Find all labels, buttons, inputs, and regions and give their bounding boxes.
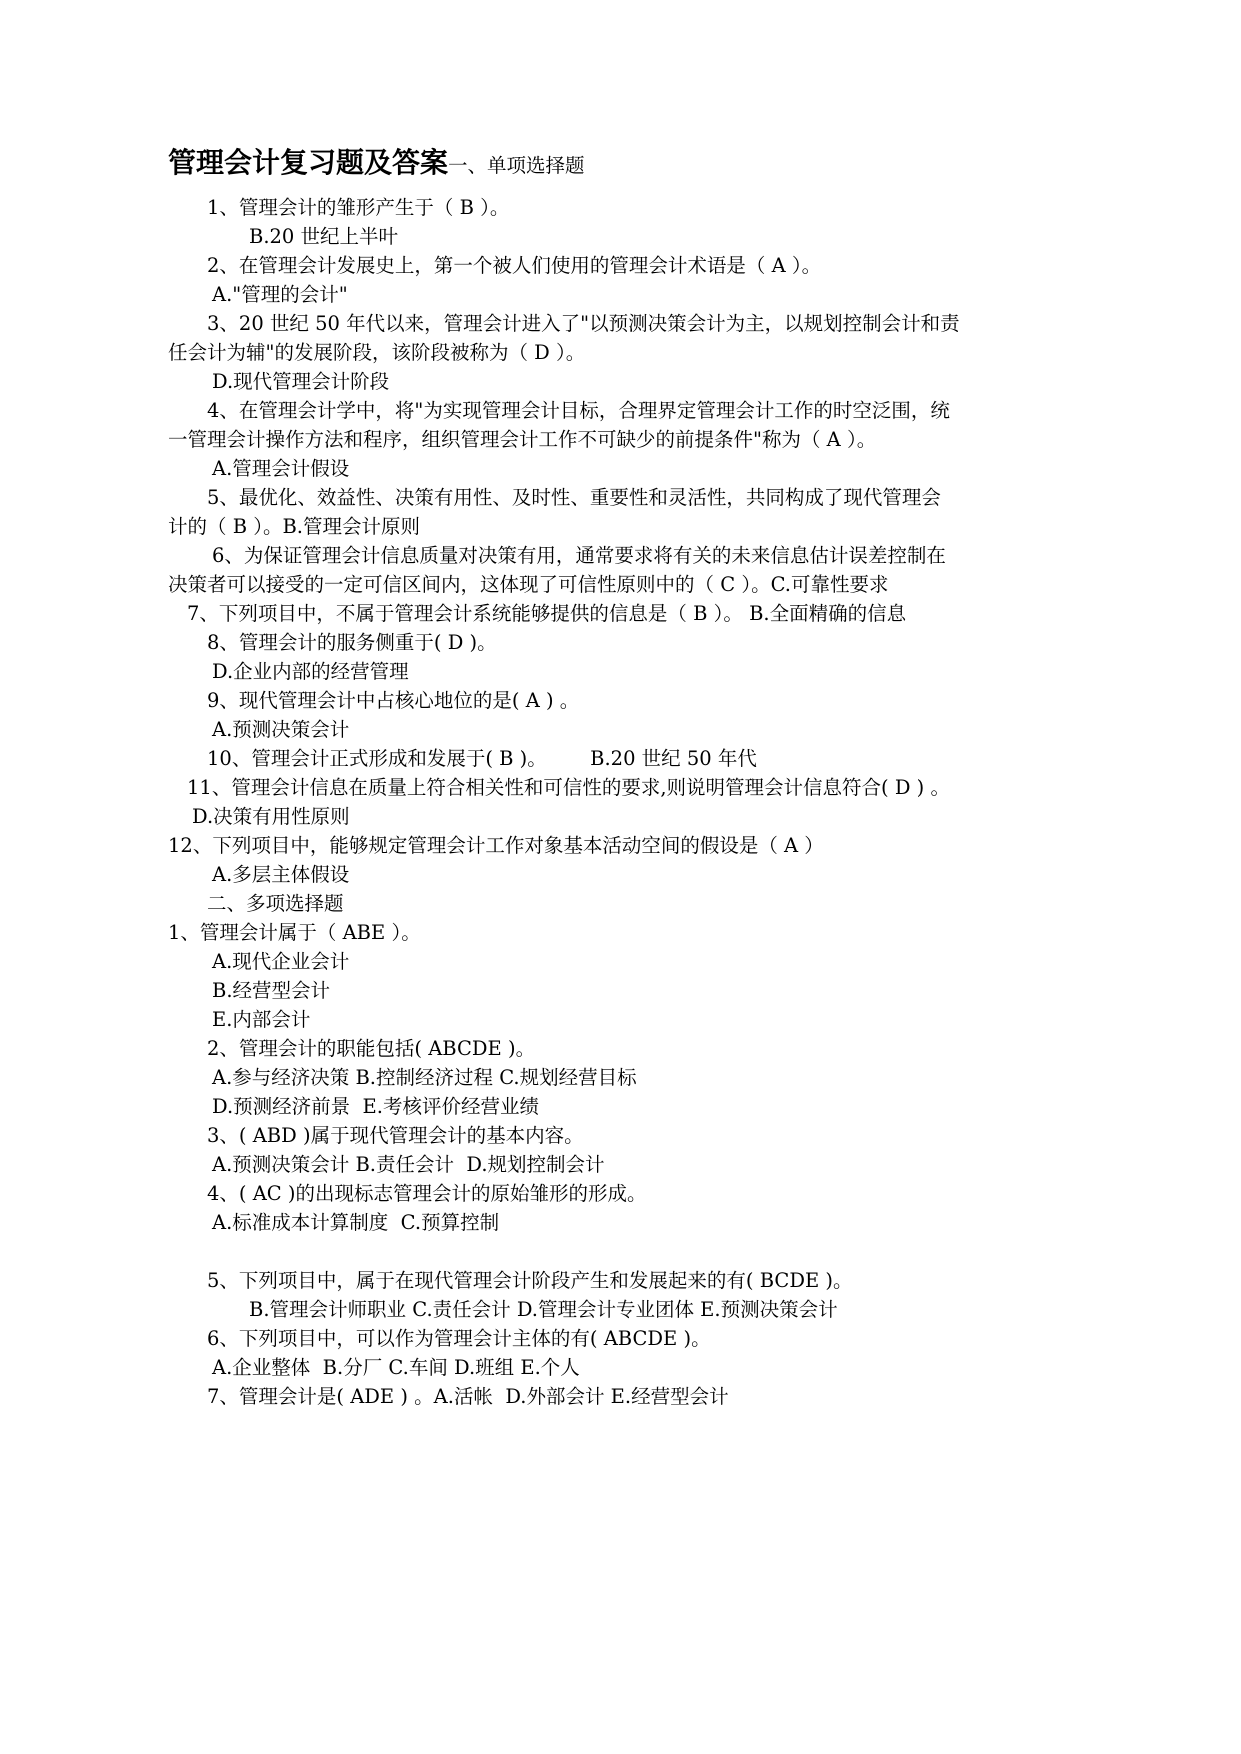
mc-q6-text: 6、下列项目中，可以作为管理会计主体的有( ABCDE )。 <box>207 1326 711 1350</box>
sc-q9-answer: A.预测决策会计 <box>212 717 350 741</box>
mc-q4-options: A.标准成本计算制度 C.预算控制 <box>212 1210 500 1234</box>
section-1-heading: 一、单项选择题 <box>448 154 585 177</box>
sc-q11-answer: D.决策有用性原则 <box>192 804 350 828</box>
sc-q5-text-line1: 5、最优化、效益性、决策有用性、及时性、重要性和灵活性，共同构成了现代管理会 <box>207 485 941 509</box>
mc-q7-text: 7、管理会计是( ADE ) 。A.活帐 D.外部会计 E.经营型会计 <box>207 1384 729 1408</box>
sc-q11-text: 11、管理会计信息在质量上符合相关性和可信性的要求,则说明管理会计信息符合( D ) 。 <box>187 775 950 799</box>
mc-q2-options-line1: A.参与经济决策 B.控制经济过程 C.规划经营目标 <box>212 1065 637 1089</box>
sc-q6-text-line2: 决策者可以接受的一定可信区间内，这体现了可信性原则中的（ C ）。C.可靠性要求 <box>168 572 889 596</box>
sc-q5-text-line2: 计的（ B ）。B.管理会计原则 <box>168 514 421 538</box>
sc-q3-text-line2: 任会计为辅"的发展阶段，该阶段被称为（ D ）。 <box>168 340 586 364</box>
mc-q2-options-line2: D.预测经济前景 E.考核评价经营业绩 <box>212 1094 539 1118</box>
document-body <box>0 143 1241 1411</box>
mc-q6-options: A.企业整体 B.分厂 C.车间 D.班组 E.个人 <box>212 1355 580 1379</box>
sc-q6-text-line1: 6、为保证管理会计信息质量对决策有用，通常要求将有关的未来信息估计误差控制在 <box>212 543 946 567</box>
sc-q8-answer: D.企业内部的经营管理 <box>212 659 409 683</box>
mc-q4-text: 4、( AC )的出现标志管理会计的原始雏形的形成。 <box>207 1181 647 1205</box>
page-title: 管理会计复习题及答案 <box>168 146 449 179</box>
mc-q1-option-b: B.经营型会计 <box>212 978 331 1002</box>
sc-q12-text: 12、下列项目中，能够规定管理会计工作对象基本活动空间的假设是（ A ） <box>168 833 824 857</box>
sc-q1-answer: B.20 世纪上半叶 <box>249 224 399 248</box>
sc-q1-text: 1、管理会计的雏形产生于（ B ）。 <box>207 195 510 219</box>
sc-q8-text: 8、管理会计的服务侧重于( D )。 <box>207 630 497 654</box>
sc-q10-text: 10、管理会计正式形成和发展于( B )。 B.20 世纪 50 年代 <box>207 746 757 770</box>
mc-q2-text: 2、管理会计的职能包括( ABCDE )。 <box>207 1036 536 1060</box>
sc-q9-text: 9、现代管理会计中占核心地位的是( A ) 。 <box>207 688 580 712</box>
mc-q3-options: A.预测决策会计 B.责任会计 D.规划控制会计 <box>212 1152 605 1176</box>
sc-q4-text-line2: 一管理会计操作方法和程序，组织管理会计工作不可缺少的前提条件"称为（ A ）。 <box>168 427 877 451</box>
sc-q4-text-line1: 4、在管理会计学中，将"为实现管理会计目标，合理界定管理会计工作的时空泛围，统 <box>207 398 950 422</box>
mc-q1-text: 1、管理会计属于（ ABE ）。 <box>168 920 421 944</box>
mc-q5-options: B.管理会计师职业 C.责任会计 D.管理会计专业团体 E.预测决策会计 <box>249 1297 838 1321</box>
mc-q5-text: 5、下列项目中，属于在现代管理会计阶段产生和发展起来的有( BCDE )。 <box>207 1268 853 1292</box>
title-row <box>0 143 1241 183</box>
blank-line <box>0 1237 1241 1266</box>
mc-q3-text: 3、( ABD )属于现代管理会计的基本内容。 <box>207 1123 584 1147</box>
sc-q4-answer: A.管理会计假设 <box>212 456 350 480</box>
sc-q12-answer: A.多层主体假设 <box>212 862 350 886</box>
sc-q3-answer: D.现代管理会计阶段 <box>212 369 390 393</box>
mc-q1-option-a: A.现代企业会计 <box>212 949 350 973</box>
mc-q1-option-e: E.内部会计 <box>212 1007 311 1031</box>
section-2-heading: 二、多项选择题 <box>207 891 344 915</box>
sc-q7-text: 7、下列项目中，不属于管理会计系统能够提供的信息是（ B ）。 B.全面精确的信息 <box>187 601 907 625</box>
sc-q2-text: 2、在管理会计发展史上，第一个被人们使用的管理会计术语是（ A ）。 <box>207 253 822 277</box>
sc-q2-answer: A."管理的会计" <box>212 282 348 306</box>
sc-q3-text-line1: 3、20 世纪 50 年代以来，管理会计进入了"以预测决策会计为主，以规划控制会计和责 <box>207 311 960 335</box>
